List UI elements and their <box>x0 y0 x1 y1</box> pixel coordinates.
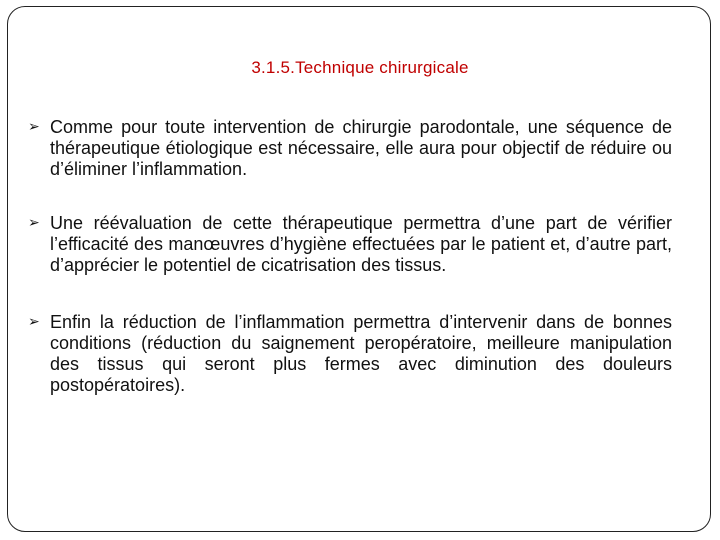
bullet-text: Comme pour toute intervention de chirurgie parodontale, une séquence de thérapeutique étiologique est nécessaire, elle aura pour objectif de réduire ou d’éliminer l’inflammation. <box>50 117 672 179</box>
bullet-text: Enfin la réduction de l’inflammation permettra d’intervenir dans de bonnes conditions (réduction du saignement peropératoire, meilleure manipulation des tissus qui seront plus fermes avec diminution des douleurs postopératoires). <box>50 312 672 395</box>
list-item <box>28 213 672 276</box>
bullet-text: Une réévaluation de cette thérapeutique permettra d’une part de vérifier l’efficacité des manœuvres d’hygiène effectuées par le patient et, d’autre part, d’apprécier le potentiel de cicatrisation des tissus. <box>50 213 672 275</box>
list-item <box>28 312 672 396</box>
arrow-bullet-icon: ➢ <box>28 314 40 330</box>
slide-title: 3.1.5.Technique chirurgicale <box>251 58 469 77</box>
bullet-list <box>28 117 672 429</box>
arrow-bullet-icon: ➢ <box>28 119 40 135</box>
list-item <box>28 117 672 180</box>
arrow-bullet-icon: ➢ <box>28 215 40 231</box>
